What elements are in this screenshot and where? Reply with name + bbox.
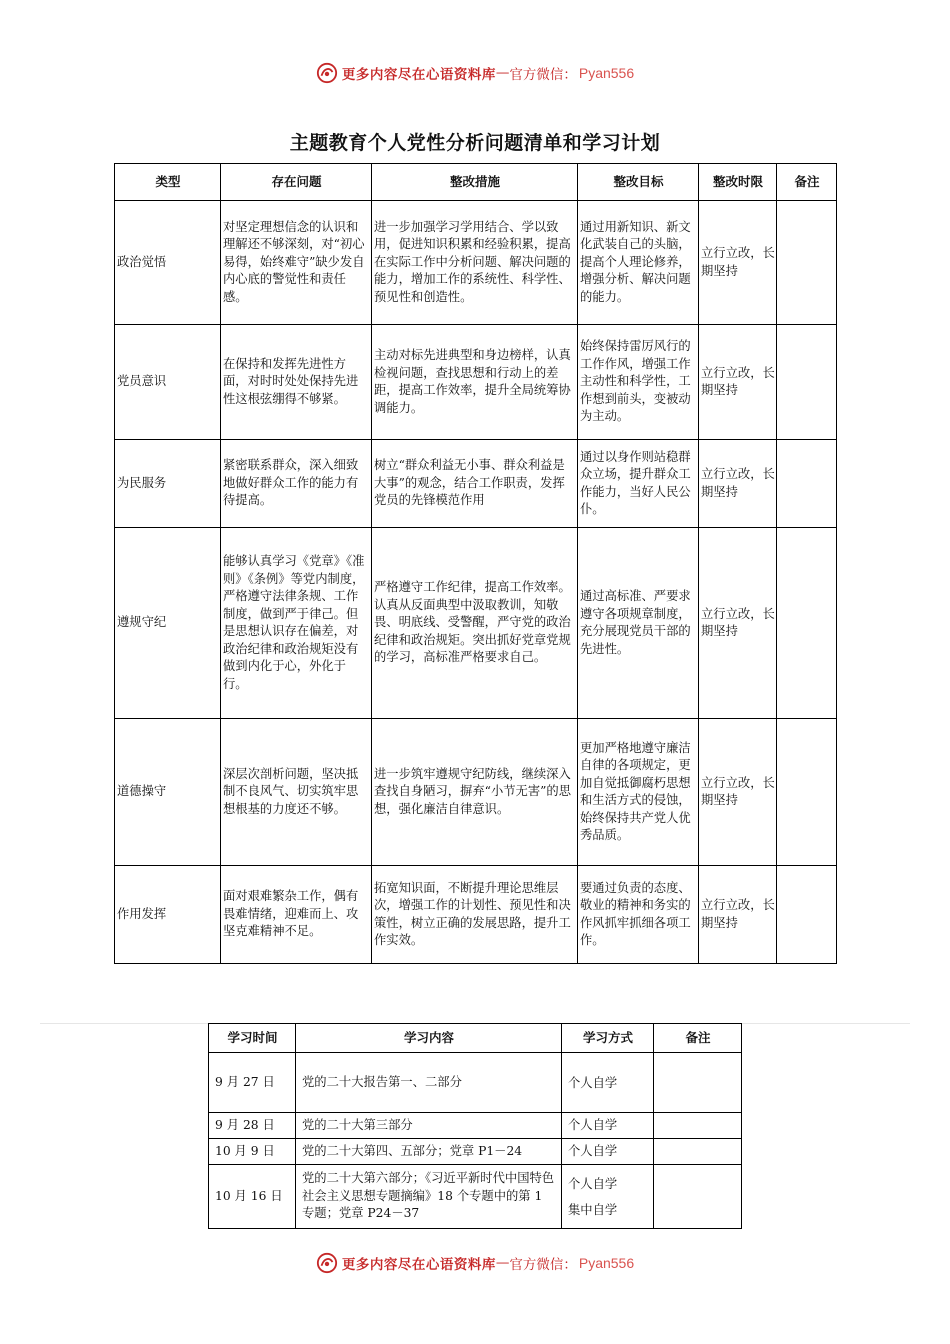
cell-type: 为民服务 (115, 440, 221, 528)
cell-method (562, 1139, 654, 1165)
table-row (209, 1165, 742, 1229)
cell-problem: 面对艰难繁杂工作，偶有畏难情绪，迎难而上、攻坚克难精神不足。 (221, 866, 372, 964)
cell-deadline: 立行立改，长期坚持 (699, 440, 777, 528)
cell-content: 党的二十大第三部分 (296, 1113, 562, 1139)
table-header-row (115, 164, 837, 201)
cell-method (562, 1113, 654, 1139)
table-row (115, 440, 837, 528)
cell-goal: 通过高标准、严要求遵守各项规章制度，充分展现党员干部的先进性。 (578, 528, 699, 719)
method-line: 个人自学 (568, 1176, 618, 1191)
cell-type: 遵规守纪 (115, 528, 221, 719)
brand-logo-icon (316, 62, 338, 84)
cell-method (562, 1165, 654, 1229)
banner-wechat-label: 官方微信： (509, 67, 577, 83)
table-row (209, 1113, 742, 1139)
cell-deadline: 立行立改，长期坚持 (699, 866, 777, 964)
cell-measure: 进一步加强学习学用结合、学以致用，促进知识积累和经验积累，提高在实际工作中分析问题、解决问题的能力，增加工作的系统性、科学性、预见性和创造性。 (372, 201, 578, 325)
header-type: 类型 (115, 164, 221, 201)
cell-note (777, 866, 837, 964)
cell-deadline: 立行立改，长期坚持 (699, 325, 777, 440)
method-line: 个人自学 (568, 1143, 618, 1158)
cell-deadline: 立行立改，长期坚持 (699, 528, 777, 719)
problem-table (114, 163, 837, 964)
banner-wechat-id: Pyan556 (578, 1255, 635, 1271)
cell-deadline: 立行立改，长期坚持 (699, 719, 777, 866)
method-line: 个人自学 (568, 1117, 618, 1132)
banner-separator: — (495, 65, 510, 81)
cell-note (654, 1139, 742, 1165)
banner-wechat-id: Pyan556 (578, 65, 635, 81)
table-row (115, 201, 837, 325)
cell-problem: 深层次剖析问题，坚决抵制不良风气、切实筑牢思想根基的力度还不够。 (221, 719, 372, 866)
header-study-date: 学习时间 (209, 1024, 296, 1053)
banner-separator: — (495, 1255, 510, 1271)
table-row (209, 1139, 742, 1165)
cell-goal: 通过以身作则站稳群众立场，提升群众工作能力，当好人民公仆。 (578, 440, 699, 528)
cell-note (654, 1053, 742, 1113)
cell-measure: 严格遵守工作纪律，提高工作效率。认真从反面典型中汲取教训，知敬畏、明底线、受警醒，严守党的政治纪律和政治规矩。突出抓好党章党规的学习，高标准严格要求自己。 (372, 528, 578, 719)
header-goal: 整改目标 (578, 164, 699, 201)
header-measure: 整改措施 (372, 164, 578, 201)
cell-note (777, 325, 837, 440)
header-problem: 存在问题 (221, 164, 372, 201)
header-deadline: 整改时限 (699, 164, 777, 201)
table-row (115, 719, 837, 866)
cell-note (654, 1113, 742, 1139)
cell-deadline: 立行立改，长期坚持 (699, 201, 777, 325)
method-line: 个人自学 (568, 1075, 618, 1090)
banner-site-text: 更多内容尽在心语资料库 (341, 1257, 496, 1273)
cell-date: 10 月 9 日 (209, 1139, 296, 1165)
header-study-method: 学习方式 (562, 1024, 654, 1053)
cell-type: 作用发挥 (115, 866, 221, 964)
header-note: 备注 (777, 164, 837, 201)
header-study-note: 备注 (654, 1024, 742, 1053)
cell-problem: 对坚定理想信念的认识和理解还不够深刻，对“初心易得，始终难守”缺少发自内心底的警觉性和责任感。 (221, 201, 372, 325)
cell-type: 道德操守 (115, 719, 221, 866)
cell-goal: 通过用新知识、新文化武装自己的头脑，提高个人理论修养，增强分析、解决问题的能力。 (578, 201, 699, 325)
cell-date: 10 月 16 日 (209, 1165, 296, 1229)
method-line: 集中自学 (568, 1202, 618, 1217)
cell-goal: 始终保持雷厉风行的工作作风，增强工作主动性和科学性，工作想到前头，变被动为主动。 (578, 325, 699, 440)
cell-goal: 要通过负责的态度、敬业的精神和务实的作风抓牢抓细各项工作。 (578, 866, 699, 964)
cell-content: 党的二十大第六部分；《习近平新时代中国特色社会主义思想专题摘编》18 个专题中的第 1 专题；党章 P24－37 (296, 1165, 562, 1229)
cell-problem: 在保持和发挥先进性方面，对时时处处保持先进性这根弦绷得不够紧。 (221, 325, 372, 440)
cell-note (654, 1165, 742, 1229)
header-banner (0, 58, 950, 88)
brand-logo-icon (316, 1252, 338, 1274)
banner-wechat-label: 官方微信： (509, 1257, 577, 1273)
cell-note (777, 528, 837, 719)
cell-method (562, 1053, 654, 1113)
table-row (115, 528, 837, 719)
cell-content: 党的二十大报告第一、二部分 (296, 1053, 562, 1113)
cell-note (777, 201, 837, 325)
cell-measure: 拓宽知识面，不断提升理论思维层次，增强工作的计划性、预见性和决策性，树立正确的发展思路，提升工作实效。 (372, 866, 578, 964)
cell-type: 政治觉悟 (115, 201, 221, 325)
cell-problem: 紧密联系群众，深入细致地做好群众工作的能力有待提高。 (221, 440, 372, 528)
cell-measure: 主动对标先进典型和身边榜样，认真检视问题，查找思想和行动上的差距，提高工作效率，提升全局统筹协调能力。 (372, 325, 578, 440)
page-title: 主题教育个人党性分析问题清单和学习计划 (289, 132, 661, 154)
cell-problem: 能够认真学习《党章》《准则》《条例》等党内制度，严格遵守法律条规、工作制度，做到严于律己。但是思想认识存在偏差，对政治纪律和政治规矩没有做到内化于心，外化于行。 (221, 528, 372, 719)
cell-content: 党的二十大第四、五部分；党章 P1－24 (296, 1139, 562, 1165)
footer-banner (0, 1248, 950, 1278)
cell-date: 9 月 28 日 (209, 1113, 296, 1139)
cell-measure: 树立“群众利益无小事、群众利益是大事”的观念，结合工作职责，发挥党员的先锋模范作用 (372, 440, 578, 528)
cell-measure: 进一步筑牢遵规守纪防线，继续深入查找自身陋习，摒弃“小节无害”的思想，强化廉洁自律意识。 (372, 719, 578, 866)
table-header-row (209, 1024, 742, 1053)
study-plan-table (208, 1023, 742, 1229)
cell-type: 党员意识 (115, 325, 221, 440)
cell-note (777, 719, 837, 866)
cell-goal: 更加严格地遵守廉洁自律的各项规定，更加自觉抵御腐朽思想和生活方式的侵蚀，始终保持共产党人优秀品质。 (578, 719, 699, 866)
table-row (115, 325, 837, 440)
cell-date: 9 月 27 日 (209, 1053, 296, 1113)
table-row (209, 1053, 742, 1113)
cell-note (777, 440, 837, 528)
banner-site-text: 更多内容尽在心语资料库 (341, 67, 496, 83)
header-study-content: 学习内容 (296, 1024, 562, 1053)
table-row (115, 866, 837, 964)
